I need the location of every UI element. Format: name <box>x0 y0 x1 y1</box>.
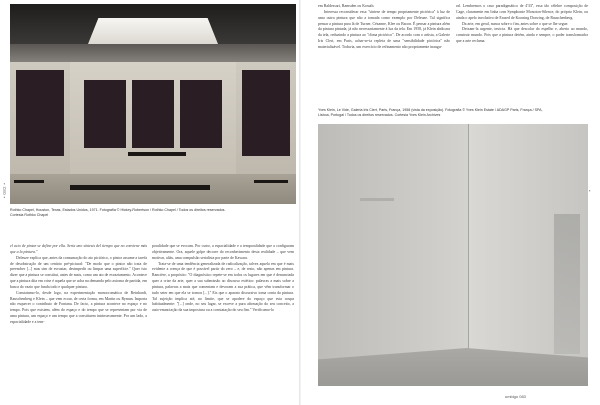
bench-left <box>14 180 44 183</box>
rothko-photo-caption <box>10 208 296 218</box>
paragraph: em Baldessari, Ramsden ou Kosuth. <box>318 4 375 8</box>
gallery-wall-mark <box>360 198 394 201</box>
left-page-number: • 082 • <box>2 182 7 198</box>
paragraph: ral. Lembremos o caso paradigmático de 4'33'', essa tão célebre composição de Cage, claramente em linha com Symphonie Monoton-Silence, do próprio Klein, ou ainda o apelo involutivo de Erased de Kooning Drawing, de Rauschenberg. <box>456 4 588 20</box>
le-vide-gallery-photo <box>318 124 588 386</box>
painting-center-3 <box>180 80 222 148</box>
page-gutter <box>299 0 301 405</box>
paragraph: Deixam-la urgente, invicta. Há que descolar do espelho e, aberto ao mundo, construir mundo. Pois que a pintura detém, ainda e sempre, o poder transformador que a arte reclama. <box>456 27 588 44</box>
gallery-wall-left <box>318 124 468 386</box>
gallery-corner-seam <box>468 124 469 354</box>
painting-left <box>16 70 64 156</box>
paragraph: Da arte, em geral, nunca sobre o fim, antes sobre o que se lhe segue. <box>462 21 569 26</box>
paragraph: Interessa reconsiderar essa "síntese de tempo propriamente pictórica" à luz de uma outra pintura que não a tomada como exemplo por Deleuze. Tal significa pensar a pintura para lá de Turner, Cézanne, Klee ou Bacon. É pensar a pintura além da pintura pintada, já não necessariamente à luz da tela. Em 1958, já Klein abdicara da tela, reduzindo a pintura ao "clima pictórico". De acordo com o artista, a Galerie Iris Clert, em Paris, achar-se-ia repleta de uma "sensibilidade pictórica" não materializável. Todavia, um exercício de refinamento não propriamente inaugu- <box>318 9 450 49</box>
left-text-column-2 <box>152 244 294 314</box>
right-text-column-1 <box>318 4 450 51</box>
caption-line: Yves Klein, Le Vide, Galeria Iris Clert, Paris, França, 1958 (vista da exposição). Fotografia © Yves Klein Estate / ADAGP Paris, França / SPA, <box>318 108 543 112</box>
bench-back <box>128 152 186 156</box>
paragraph: el acto de pintar se define por ella. Seria uno síntesis del tiempo que no conviene más que a la pintura." <box>10 244 147 254</box>
chapel-skylight <box>88 18 218 44</box>
klein-photo-caption <box>318 108 588 118</box>
right-text-column-2 <box>456 4 588 45</box>
magazine-footer: umbigo 083 <box>505 394 526 399</box>
caption-line: Cortesia Rothko Chapel <box>10 213 49 217</box>
painting-center-2 <box>132 80 174 148</box>
rothko-chapel-photo <box>10 4 296 204</box>
paragraph: Deleuze explica que, antes da consumação do ato pictórico, o pintor assume a tarefa de desobstrução de um cenário pré-pictural: "De modo que o pintor não trata de preencher [...] mas sim de esvaziar, desimpedir ou limpar uma superfície." Quer isto dizer que a pintura se constitui, antes de mais, como um ato de esvaziamento. Acontece que a pintura dita em crise é aquela que se acha na demanda pelo axioma de partida, em busca do vazio que funda todo e qualquer pintura. <box>10 255 147 289</box>
caption-line: Lisboa, Portugal / Todos os direitos reservados. Cortesia Yves Klein Archives <box>318 113 441 117</box>
left-text-column-1 <box>10 244 147 326</box>
caption-line: Rothko Chapel, Houston, Texas, Estados Unidos, 1971. Fotografia © Hickey-Robertson / Rothko Chapel / Todos os direitos reservados. <box>10 208 226 212</box>
painting-right <box>242 70 290 156</box>
bench-right <box>254 180 288 183</box>
gallery-doorway <box>554 214 580 354</box>
bench-front <box>70 185 210 190</box>
painting-center-1 <box>84 80 126 148</box>
right-page-number: • <box>587 190 592 192</box>
paragraph: poralidade que se evocam. Por outro, a espacialidade e a temporalidade que a configuram objetivamente. Ora, aquele golpe decorre do reconhecimento desta realidade – que vem motivar, aliás, uma compulsão serialista por parte de Kawara. <box>152 244 294 260</box>
paragraph: Constatamo-lo, desde logo, na experimentação monocromática de Reinhardt, Rauschenberg e Klein – que vem ecoar, de certa forma, em Martin ou Ryman. Importa não esquecer o contributo de Fontana. De facto, a pintura acontece no espaço e no tempo. Pois que existem, além do espaço e do tempo que se representam por via de uma pintura, um espaço e um tempo que a constituem intrinsecamente. Por um lado, a espacialidade e a tem- <box>10 290 147 324</box>
paragraph: Trata-se de uma tendência generalizada de radicalização, talvez aquela em que é mais evidente a crença de que é possível partir do zero – e, de resto, não apenas em pintura. Rancière, a propósito: "O diagnóstico repete-se em todos os lugares em que é denunciada quer a crise da arte, quer a sua submissão ao discurso estético: palavras a mais sobre a pintura, palavras a mais que comentam e devoram a sua prática, que vêm transformar o tudo seter em que ela se tornou [...]." Eis que o aparato discursivo toma conta da pintura. Tal sujeição implica até, no limite, que se apodere do espaço que esta ocupa habitualmente: "[...] onde, no seu lugar, se exceve a pura afirmação do seu conceito, a auto-enunciação da sua impostura ou a constatação do seu fim." Verificamo-lo <box>152 261 294 313</box>
